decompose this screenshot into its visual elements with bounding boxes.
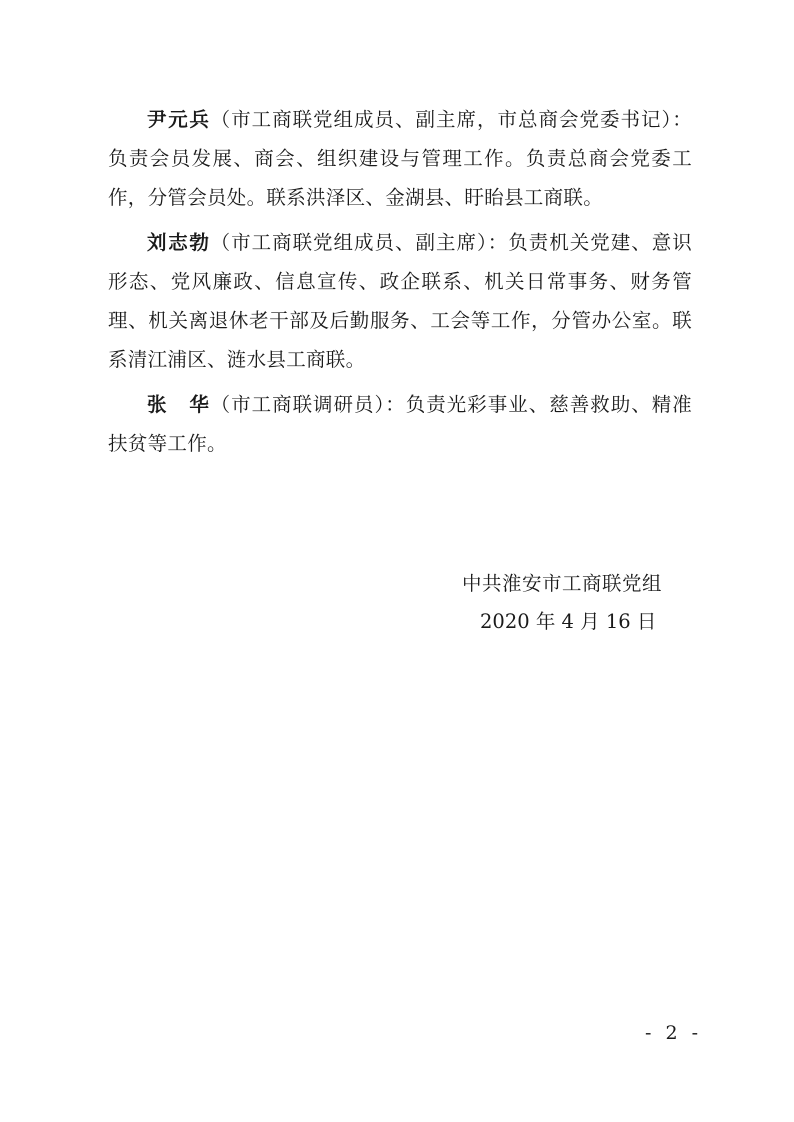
paragraph-liu-zhibo bbox=[108, 223, 692, 379]
duty-text: （市工商联调研员）：负责光彩事业、慈善救助、精准扶贫等工作。 bbox=[108, 393, 692, 455]
paragraph-yin-yuanbing bbox=[108, 100, 692, 217]
page-number: - 2 - bbox=[645, 1022, 703, 1044]
duty-text: （市工商联党组成员、副主席）：负责机关党建、意识形态、党风廉政、信息宣传、政企联系、机关日常事务、财务管理、机关离退休老干部及后勤服务、工会等工作，分管办公室。联系清江浦区、涟水县工商联。 bbox=[108, 231, 692, 371]
person-name: 尹元兵 bbox=[147, 108, 211, 131]
document-body bbox=[108, 100, 692, 469]
duty-text: （市工商联党组成员、副主席，市总商会党委书记）：负责会员发展、商会、组织建设与管理工作。负责总商会党委工作，分管会员处。联系洪泽区、金湖县、盱眙县工商联。 bbox=[108, 108, 692, 209]
paragraph-zhang-hua bbox=[108, 385, 692, 463]
signature-organization: 中共淮安市工商联党组 bbox=[462, 572, 663, 595]
person-name: 刘志勃 bbox=[147, 231, 211, 254]
signature-block bbox=[440, 565, 700, 641]
signature-date: 2020 年 4 月 16 日 bbox=[480, 610, 657, 633]
person-name: 张 华 bbox=[147, 393, 211, 416]
